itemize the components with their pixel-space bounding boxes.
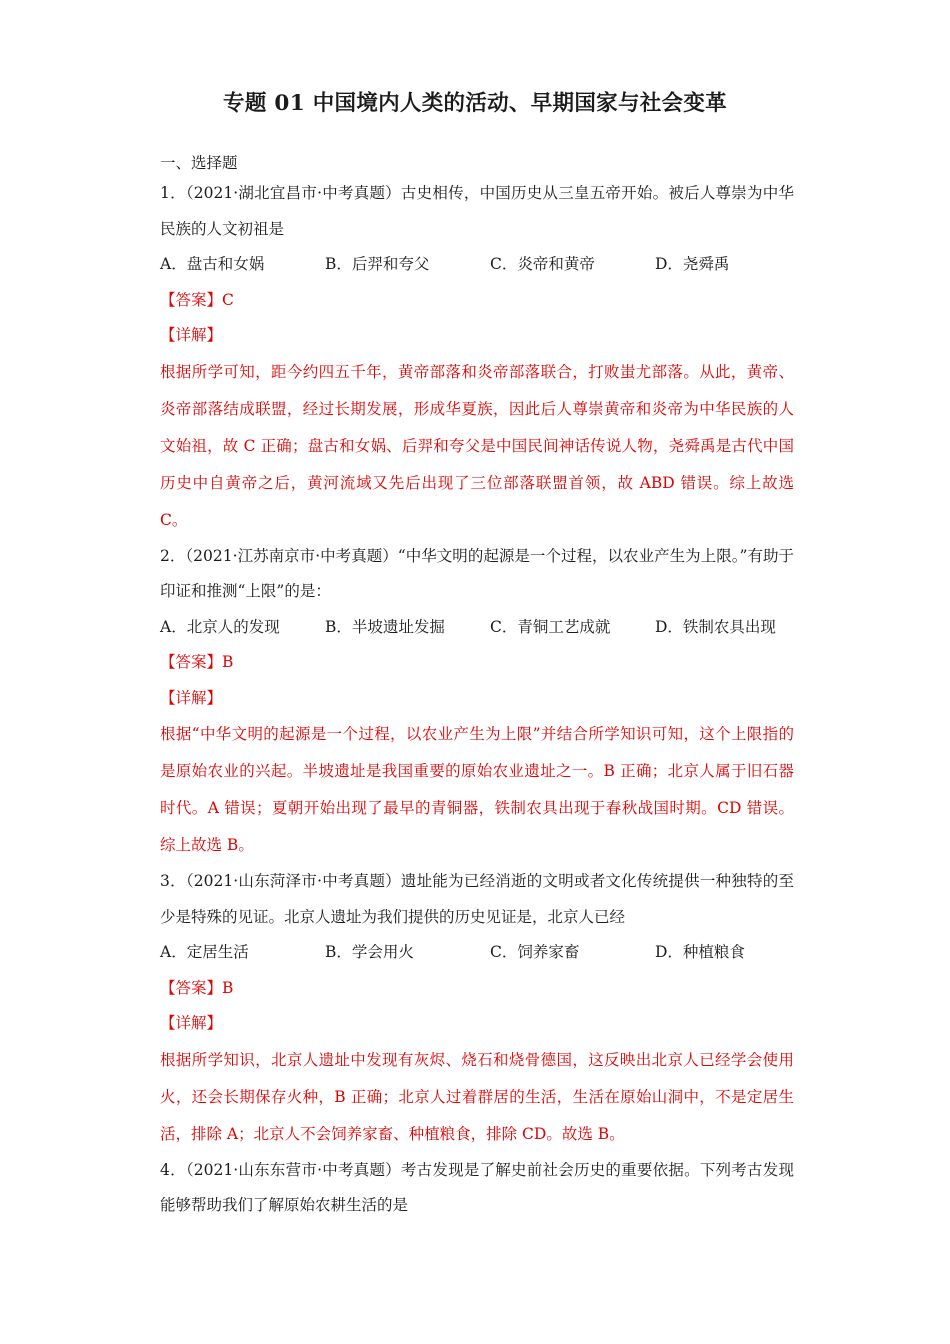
document-body <box>160 150 794 1224</box>
question-1 <box>160 176 794 539</box>
explanation-text: 根据所学知识，北京人遗址中发现有灰烬、烧石和烧骨德国，这反映出北京人已经学会使用火，还会长期保存火种，B 正确；北京人过着群居的生活，生活在原始山洞中，不是定居生活，排除 A；北京人不会饲养家畜、种植粮食，排除 CD。故选 B。 <box>160 1050 794 1143</box>
explanation-text: 根据“中华文明的起源是一个过程，以农业产生为上限”并结合所学知识可知，这个上限指的是原始农业的兴起。半坡遗址是我国重要的原始农业遗址之一。B 正确；北京人属于旧石器时代。A 错误；夏朝开始出现了最早的青铜器，铁制农具出现于春秋战国时期。CD 错误。综上故选 B。 <box>160 725 794 854</box>
detail-label: 【详解】 <box>160 1014 223 1032</box>
question-stem: 3．（2021·山东菏泽市·中考真题）遗址能为已经消逝的文明或者文化传统提供一种独特的至少是特殊的见证。北京人遗址为我们提供的历史见证是，北京人已经 <box>160 872 794 926</box>
question-stem: 2．（2021·江苏南京市·中考真题）“中华文明的起源是一个过程，以农业产生为上限。”有助于印证和推测“上限”的是： <box>160 546 794 600</box>
question-stem: 4．（2021·山东东营市·中考真题）考古发现是了解史前社会历史的重要依据。下列考古发现能够帮助我们了解原始农耕生活的是 <box>160 1160 794 1214</box>
answer-label: 【答案】C <box>160 290 234 309</box>
option-d: D．尧舜禹 <box>655 255 730 273</box>
detail-label: 【详解】 <box>160 688 223 707</box>
detail-label: 【详解】 <box>160 326 223 344</box>
option-c: C．青铜工艺成就 <box>490 617 611 636</box>
question-3 <box>160 864 794 1153</box>
answer-label: 【答案】B <box>160 653 234 671</box>
option-b: B．半坡遗址发掘 <box>325 617 445 636</box>
option-d: D．种植粮食 <box>655 943 745 961</box>
option-b: B．后羿和夸父 <box>325 255 430 273</box>
question-2 <box>160 539 794 865</box>
option-c: C．饲养家畜 <box>490 943 580 961</box>
section-heading: 一、选择题 <box>160 154 238 172</box>
options-row <box>160 935 794 971</box>
answer-label: 【答案】B <box>160 978 234 997</box>
question-stem: 1．（2021·湖北宜昌市·中考真题）古史相传，中国历史从三皇五帝开始。被后人尊崇为中华民族的人文初祖是 <box>160 184 794 238</box>
question-4 <box>160 1153 794 1224</box>
options-row <box>160 610 794 646</box>
option-a: A．北京人的发现 <box>160 617 280 636</box>
option-a: A．定居生活 <box>160 943 249 961</box>
option-d: D．铁制农具出现 <box>655 617 776 636</box>
option-c: C．炎帝和黄帝 <box>490 255 595 273</box>
options-row <box>160 247 794 283</box>
explanation-text: 根据所学可知，距今约四五千年，黄帝部落和炎帝部落联合，打败蚩尤部落。从此，黄帝、炎帝部落结成联盟，经过长期发展，形成华夏族，因此后人尊崇黄帝和炎帝为中华民族的人文始祖，故 C 正确；盘古和女娲、后羿和夸父是中国民间神话传说人物，尧舜禹是古代中国历史中自黄帝之后，黄河流域又先后出现了三位部落联盟首领，故 ABD 错误。综上故选 C。 <box>160 362 794 529</box>
option-a: A．盘古和女娲 <box>160 255 265 273</box>
option-b: B．学会用火 <box>325 943 414 961</box>
page-title: 专题 01 中国境内人类的活动、早期国家与社会变革 <box>223 91 727 116</box>
